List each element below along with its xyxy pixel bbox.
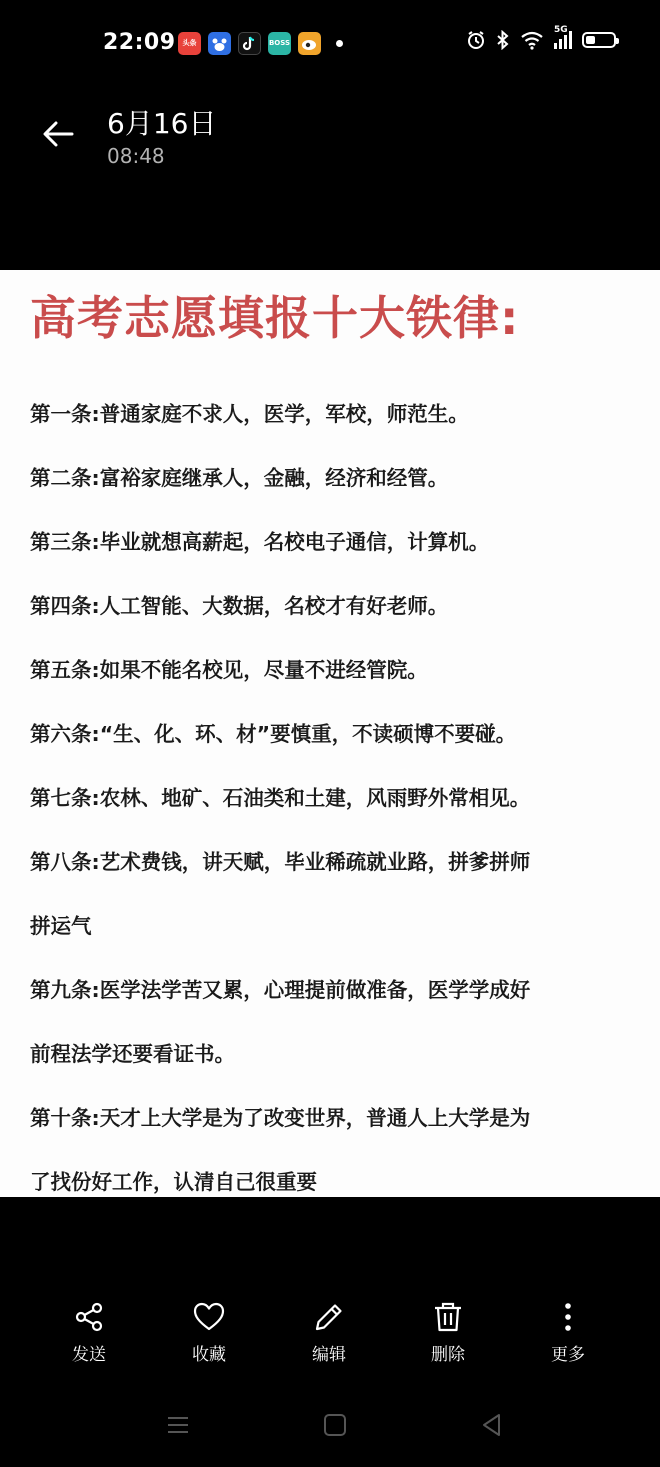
battery-level-fill xyxy=(586,36,595,44)
photo-image[interactable] xyxy=(0,270,660,1197)
status-bar xyxy=(0,0,660,88)
douyin-app-icon xyxy=(238,32,261,55)
more-notifications-dot xyxy=(336,40,343,47)
rules-list xyxy=(30,382,630,1214)
rule-line: 第二条:富裕家庭继承人，金融，经济和经管。 xyxy=(30,466,449,490)
weibo-app-icon xyxy=(298,32,321,55)
pencil-icon xyxy=(312,1300,346,1334)
rule-line: 第三条:毕业就想高薪起，名校电子通信，计算机。 xyxy=(30,530,490,554)
more-button[interactable] xyxy=(528,1300,608,1365)
home-icon[interactable] xyxy=(322,1412,348,1438)
signal-type-label: 5G xyxy=(554,25,568,35)
rule-line: 第九条:医学法学苦又累，心理提前做准备，医学学成好 xyxy=(30,978,531,1002)
rule-line: 了找份好工作，认清自己很重要 xyxy=(30,1170,317,1194)
trash-icon xyxy=(431,1300,465,1334)
favorite-label: 收藏 xyxy=(192,1345,226,1365)
rule-line: 前程法学还要看证书。 xyxy=(30,1042,235,1066)
heart-icon xyxy=(192,1300,226,1334)
back-triangle-icon[interactable] xyxy=(479,1412,505,1438)
edit-button[interactable] xyxy=(289,1300,369,1365)
cellular-signal-icon xyxy=(554,25,572,49)
status-time: 22:09 xyxy=(103,30,176,55)
delete-label: 删除 xyxy=(431,1345,465,1365)
photo-time: 08:48 xyxy=(107,144,165,168)
back-arrow-icon[interactable] xyxy=(38,114,78,154)
more-label: 更多 xyxy=(551,1345,585,1365)
send-button[interactable] xyxy=(49,1300,129,1365)
rule-line: 第八条:艺术费钱，讲天赋，毕业稀疏就业路，拼爹拼师 xyxy=(30,850,531,874)
more-vertical-icon xyxy=(551,1300,585,1334)
battery-icon xyxy=(582,32,616,48)
photo-action-bar xyxy=(0,1300,660,1380)
rule-line: 第五条:如果不能名校见，尽量不进经管院。 xyxy=(30,658,428,682)
rule-line: 第十条:天才上大学是为了改变世界，普通人上大学是为 xyxy=(30,1106,531,1130)
bluetooth-icon xyxy=(496,30,510,50)
toutiao-app-icon: 头条 xyxy=(178,32,201,55)
rule-line: 第一条:普通家庭不求人，医学，军校，师范生。 xyxy=(30,402,469,426)
photo-header xyxy=(0,88,660,268)
send-label: 发送 xyxy=(72,1345,106,1365)
baidu-app-icon xyxy=(208,32,231,55)
delete-button[interactable] xyxy=(408,1300,488,1365)
share-icon xyxy=(72,1300,106,1334)
wifi-icon xyxy=(520,30,544,50)
rule-line: 第四条:人工智能、大数据，名校才有好老师。 xyxy=(30,594,449,618)
favorite-button[interactable] xyxy=(169,1300,249,1365)
system-status-icons xyxy=(466,25,616,50)
recent-apps-icon[interactable] xyxy=(165,1412,191,1438)
alarm-icon xyxy=(466,30,486,50)
notification-app-icons xyxy=(178,32,343,55)
rule-line: 第六条:“生、化、环、材”要慎重，不读硕博不要碰。 xyxy=(30,722,517,746)
edit-label: 编辑 xyxy=(312,1345,346,1365)
boss-app-icon: BOSS xyxy=(268,32,291,55)
photo-title: 高考志愿填报十大铁律: xyxy=(30,291,520,345)
photo-date: 6月16日 xyxy=(107,107,217,140)
system-navigation-bar xyxy=(0,1400,660,1467)
rule-line: 拼运气 xyxy=(30,914,92,938)
rule-line: 第七条:农林、地矿、石油类和土建，风雨野外常相见。 xyxy=(30,786,531,810)
